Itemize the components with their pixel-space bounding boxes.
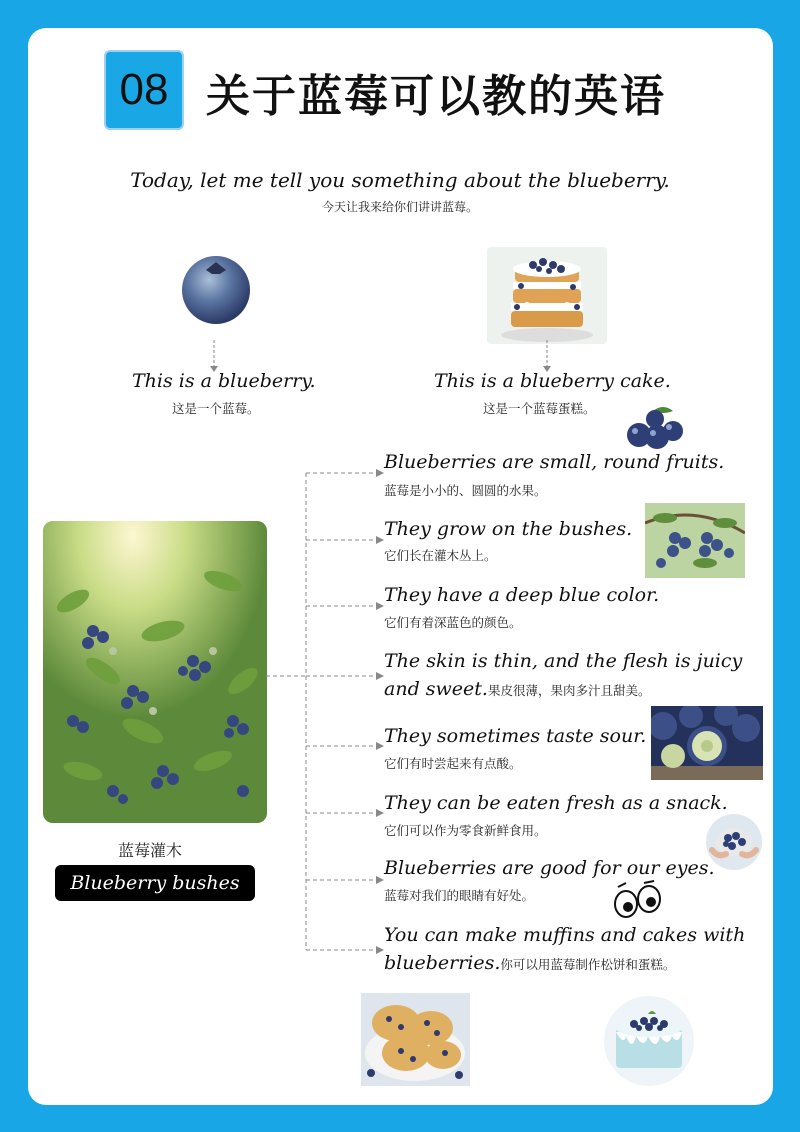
page-title: 关于蓝莓可以教的英语 <box>206 71 666 122</box>
sentence-3-cn: 它们有着深蓝色的颜色。 <box>384 615 522 630</box>
blueberry-label-cn: 这是一个蓝莓。 <box>172 401 260 416</box>
sentence-8-en-line2: blueberries. <box>384 952 501 974</box>
bush-label-en: Blueberry bushes <box>55 865 255 901</box>
blueberry-drip-cake-photo <box>604 996 694 1086</box>
hands-holding-bowl-icon <box>706 814 762 870</box>
blueberry-cluster-icon <box>623 405 685 451</box>
cake-label-cn: 这是一个蓝莓蛋糕。 <box>483 401 596 416</box>
sentence-4-en-line2: and sweet. <box>384 678 488 700</box>
sentence-6-cn: 它们可以作为零食新鲜食用。 <box>384 823 547 838</box>
section-number: 08 <box>104 50 184 130</box>
sentence-7-cn: 蓝莓对我们的眼睛有好处。 <box>384 888 535 903</box>
connector-lines <box>266 460 386 960</box>
sentence-6-en: They can be eaten fresh as a snack. <box>384 792 728 814</box>
blueberry-label-en: This is a blueberry. <box>132 370 316 392</box>
cut-blueberries-photo <box>651 706 763 780</box>
intro-english: Today, let me tell you something about the blueberry. <box>130 168 670 192</box>
bush-closeup-photo <box>645 503 745 578</box>
sentence-8-en-line1: You can make muffins and cakes with <box>384 924 746 946</box>
cake-label-en: This is a blueberry cake. <box>434 370 671 392</box>
blueberry-photo <box>176 248 256 328</box>
sentence-7-en: Blueberries are good for our eyes. <box>384 857 715 879</box>
sentence-8-cn: 你可以用蓝莓制作松饼和蛋糕。 <box>500 957 676 972</box>
sentence-2-cn: 它们长在灌木丛上。 <box>384 548 497 563</box>
sentence-4-line2 <box>384 678 650 700</box>
sentence-5-en: They sometimes taste sour. <box>384 725 647 747</box>
sentence-4-en-line1: The skin is thin, and the flesh is juicy <box>384 650 743 672</box>
arrow-to-blueberry-label <box>208 340 220 374</box>
sentence-8-line2 <box>384 952 675 974</box>
sentence-1-cn: 蓝莓是小小的、圆圆的水果。 <box>384 483 547 498</box>
bush-label-cn: 蓝莓灌木 <box>118 841 183 860</box>
sentence-4-cn: 果皮很薄，果肉多汁且甜美。 <box>487 683 651 698</box>
arrow-to-cake-label <box>541 340 553 374</box>
blueberry-muffins-photo <box>361 993 470 1086</box>
sentence-1-en: Blueberries are small, round fruits. <box>384 451 725 473</box>
sentence-5-cn: 它们有时尝起来有点酸。 <box>384 756 522 771</box>
sentence-3-en: They have a deep blue color. <box>384 584 660 606</box>
blueberry-cake-photo <box>487 247 607 344</box>
sentence-2-en: They grow on the bushes. <box>384 518 633 540</box>
cartoon-eyes-icon <box>612 880 664 920</box>
blueberry-bush-photo <box>43 521 267 823</box>
intro-chinese: 今天让我来给你们讲讲蓝莓。 <box>321 200 478 214</box>
